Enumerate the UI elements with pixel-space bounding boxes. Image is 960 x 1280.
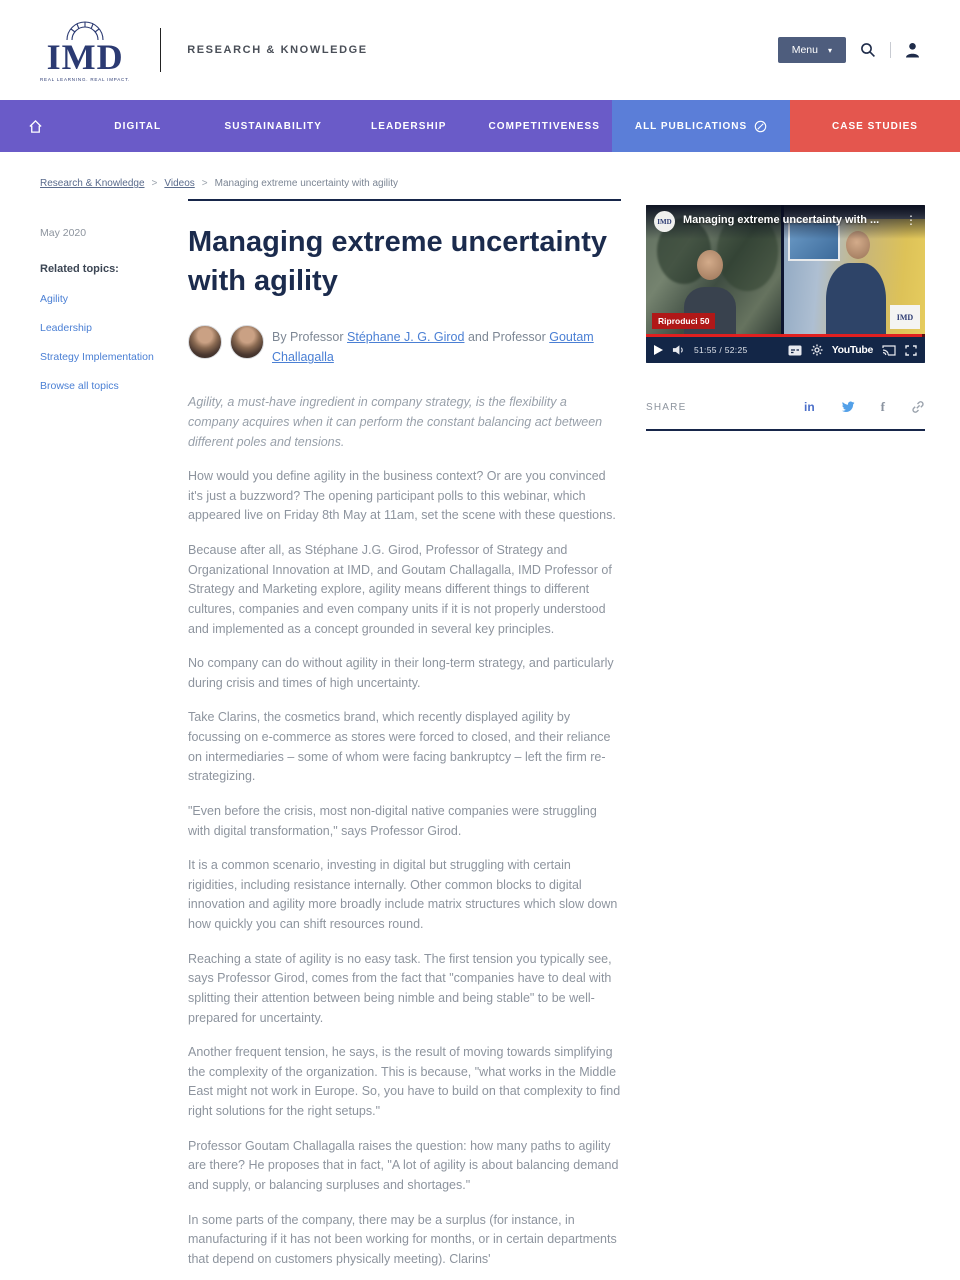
channel-avatar[interactable]: IMD bbox=[654, 211, 675, 232]
share-label: SHARE bbox=[646, 401, 687, 413]
publish-date: May 2020 bbox=[40, 227, 87, 239]
site-header bbox=[0, 0, 960, 100]
nav-item-leadership[interactable]: LEADERSHIP bbox=[371, 120, 447, 132]
youtube-logo[interactable]: YouTube bbox=[831, 344, 873, 356]
nav-item-competitiveness[interactable]: COMPETITIVENESS bbox=[488, 120, 600, 132]
left-sidebar bbox=[40, 199, 168, 409]
author-avatar-girod[interactable] bbox=[188, 325, 222, 359]
article-paragraph: No company can do without agility in their long-term strategy, and particularly during crisis and times of high uncertainty. bbox=[188, 656, 614, 690]
share-link-icon[interactable] bbox=[911, 400, 925, 414]
article-paragraph: In some parts of the company, there may be a surplus (for instance, in manufacturing if it has not been working for months, or in certain departments that depend on customers physically meeting). Clarins' bbox=[188, 1212, 617, 1266]
play-button[interactable] bbox=[654, 345, 663, 355]
breadcrumb-current: Managing extreme uncertainty with agility bbox=[214, 178, 399, 189]
imd-logo-text: IMD bbox=[46, 36, 124, 77]
browse-all-topics-link[interactable]: Browse all topics bbox=[40, 380, 119, 392]
topic-link-leadership[interactable]: Leadership bbox=[40, 322, 92, 334]
byline bbox=[188, 325, 621, 367]
byline-text bbox=[272, 325, 621, 367]
article-paragraph: Take Clarins, the cosmetics brand, which recently displayed agility by focussing on e-commerce as stores were forced to closed, and their reliance on intermediaries – some of whom were facing bankruptcy – left the firm re-strategizing. bbox=[188, 710, 611, 784]
publications-circle-icon bbox=[754, 120, 767, 133]
twitter-icon[interactable] bbox=[841, 401, 855, 413]
volume-icon[interactable] bbox=[672, 344, 685, 356]
all-publications-label: ALL PUBLICATIONS bbox=[634, 120, 748, 132]
settings-gear-icon[interactable] bbox=[811, 344, 823, 356]
imd-logo-tagline: REAL LEARNING. REAL IMPACT. bbox=[40, 76, 131, 82]
share-row bbox=[646, 399, 925, 431]
breadcrumb bbox=[0, 152, 960, 199]
imd-logo[interactable] bbox=[40, 19, 130, 82]
nav-home-icon[interactable] bbox=[0, 100, 70, 152]
byline-middle: and Professor bbox=[464, 330, 550, 345]
author-link-challagalla[interactable]: Goutam Challagalla bbox=[272, 330, 594, 365]
linkedin-icon[interactable]: in bbox=[803, 400, 815, 414]
cast-icon[interactable] bbox=[882, 345, 896, 356]
page-content bbox=[0, 199, 960, 1280]
header-icon-divider bbox=[890, 42, 891, 58]
article-paragraph: It is a common scenario, investing in digital but struggling with certain rigidities, including resistance internally. Other common blocks to digital innovation and agility more broadly include matrix structures which slow down how quickly you can shift resources round. bbox=[188, 858, 618, 932]
facebook-icon[interactable]: f bbox=[880, 399, 885, 414]
nav-all-publications[interactable] bbox=[612, 100, 790, 152]
article-paragraph: How would you define agility in the business context? Or are you convinced it's just a buzzword? The opening participant polls to this webinar, which appeared live on Friday 8th May at 11am, set the scene with these questions. bbox=[188, 469, 616, 523]
subtitles-icon[interactable] bbox=[788, 345, 802, 356]
user-account-icon[interactable] bbox=[905, 42, 920, 58]
breadcrumb-separator: > bbox=[151, 178, 158, 189]
byline-prefix: By Professor bbox=[272, 330, 348, 345]
video-title-bar bbox=[646, 205, 925, 239]
right-column bbox=[646, 199, 925, 431]
article-intro: Agility, a must-have ingredient in company strategy, is the flexibility a company acquires when it can perform the constant balancing act between different poles and tensions. bbox=[188, 395, 603, 449]
imd-logo-card: IMD bbox=[890, 305, 920, 329]
search-icon[interactable] bbox=[860, 42, 876, 58]
topic-link-strategy-implementation[interactable]: Strategy Implementation bbox=[40, 351, 154, 363]
menu-button[interactable] bbox=[778, 37, 846, 63]
article-paragraph: "Even before the crisis, most non-digital native companies were struggling with digital transformation," says Professor Girod. bbox=[188, 803, 597, 838]
video-overlay-badge: Riproduci 50 bbox=[652, 313, 715, 329]
page-title: Managing extreme uncertainty with agility bbox=[188, 226, 607, 298]
youtube-player[interactable] bbox=[646, 205, 925, 363]
video-more-icon[interactable]: ⋮ bbox=[905, 213, 917, 227]
article-paragraph: Professor Goutam Challagalla raises the question: how many paths to agility are there? He proposes that in fact, "A lot of agility is about balancing demand and supply, or balancing surpluses and shortages." bbox=[188, 1138, 619, 1192]
topic-link-agility[interactable]: Agility bbox=[40, 293, 69, 305]
author-link-girod[interactable]: Stéphane J. G. Girod bbox=[347, 330, 465, 345]
article-paragraph: Reaching a state of agility is no easy task. The first tension you typically see, says Professor Girod, comes from the fact that "companies have to deal with splitting their attention between being nimble and being stable" to be well-prepared for uncertainty. bbox=[188, 951, 612, 1025]
menu-button-label: Menu bbox=[791, 44, 818, 56]
chevron-down-icon: ▾ bbox=[827, 45, 832, 55]
breadcrumb-research-knowledge[interactable]: Research & Knowledge bbox=[40, 178, 145, 189]
related-topics-heading: Related topics: bbox=[40, 263, 119, 275]
nav-case-studies[interactable] bbox=[790, 100, 960, 152]
article-paragraph: Because after all, as Stéphane J.G. Girod, Professor of Strategy and Organizational Innovation at IMD, and Goutam Challagalla, IMD Professor of Strategy and Marketing explore, agility means different things to different cultures, companies and even company units if it is not properly understood and implemented as a concept grounded in several key principles. bbox=[188, 543, 612, 636]
nav-item-sustainability[interactable]: SUSTAINABILITY bbox=[224, 120, 322, 132]
section-title: RESEARCH & KNOWLEDGE bbox=[187, 44, 368, 56]
author-avatar-challagalla[interactable] bbox=[230, 325, 264, 359]
video-timestamp: 51:55 / 52:25 bbox=[694, 345, 748, 355]
video-title[interactable]: Managing extreme uncertainty with ... bbox=[683, 214, 880, 226]
header-divider bbox=[160, 28, 161, 72]
breadcrumb-separator: > bbox=[201, 178, 208, 189]
fullscreen-icon[interactable] bbox=[905, 345, 917, 356]
speaker-left bbox=[697, 250, 723, 280]
article-paragraph: Another frequent tension, he says, is the result of moving towards simplifying the complexity of the organization. This is because, "what works in the Middle East might not work in Europe. So, you have to build on that complexity to find right solutions for the right setups." bbox=[188, 1045, 621, 1119]
primary-nav bbox=[0, 100, 960, 152]
case-studies-label: CASE STUDIES bbox=[832, 120, 918, 132]
nav-item-digital[interactable]: DIGITAL bbox=[114, 120, 162, 132]
video-controls bbox=[646, 337, 925, 363]
breadcrumb-videos[interactable]: Videos bbox=[164, 178, 195, 189]
article-main bbox=[188, 199, 621, 1280]
